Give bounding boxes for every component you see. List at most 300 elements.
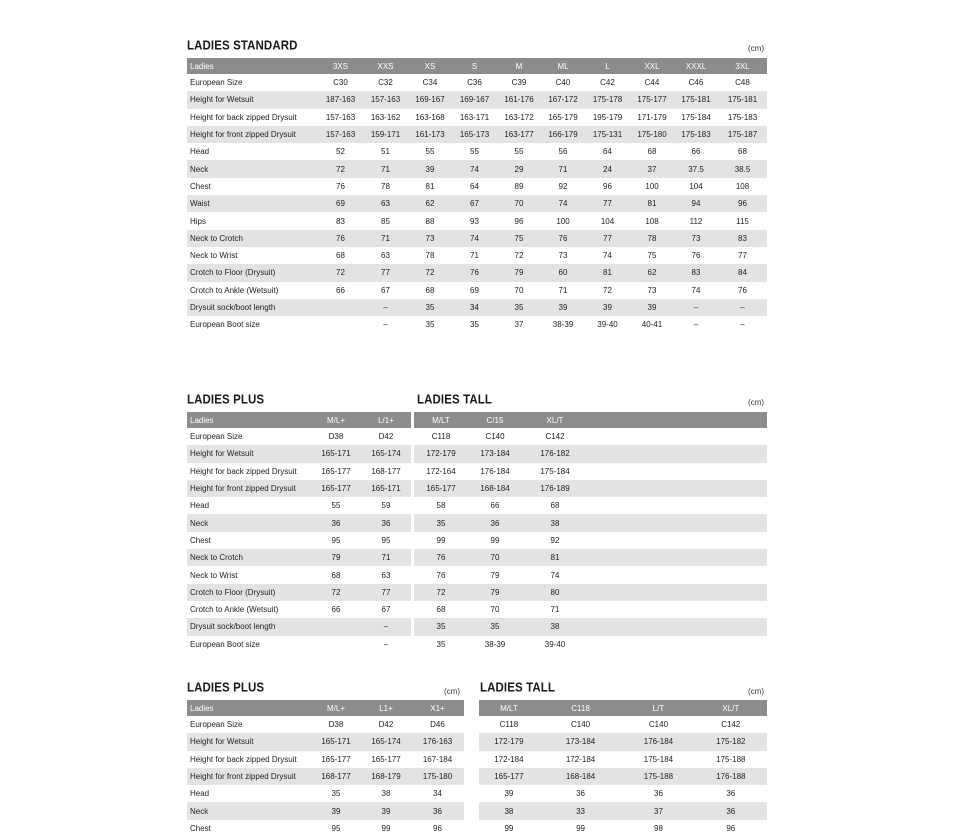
table-cell: 175-184 [643, 754, 674, 764]
row-label: Height for front zipped Drysuit [187, 126, 318, 143]
table-cell: 176-163 [411, 733, 464, 750]
table-cell: 99 [490, 535, 500, 545]
table-cell: 85 [381, 216, 390, 226]
table-cell: 66 [336, 285, 345, 295]
table-cell: 163-172 [504, 112, 534, 122]
table-cell: 165-171 [311, 733, 361, 750]
column-header: 3XS [318, 58, 363, 74]
table-cell: D42 [378, 432, 394, 442]
table-cell: 83 [718, 230, 767, 247]
row-label: Crotch to Floor (Drysuit) [187, 264, 318, 281]
table-cell: 89 [514, 181, 524, 191]
table-row [414, 618, 767, 635]
table-cell: 58 [436, 501, 446, 511]
table-row [187, 601, 411, 618]
table-row [414, 514, 767, 531]
table-cell: 62 [408, 195, 452, 212]
table-cell: D38 [328, 432, 344, 442]
column-header: L/T [622, 700, 694, 716]
table-row [187, 212, 767, 229]
table-cell: 161-176 [497, 91, 541, 108]
table-cell [588, 636, 767, 653]
row-label: Drysuit sock/boot length [187, 299, 318, 316]
table-cell: 39 [311, 802, 361, 819]
row-label: Chest [190, 823, 211, 833]
table-cell: 175-183 [727, 112, 758, 122]
table-header-row [414, 412, 767, 428]
table-cell: 78 [381, 181, 390, 191]
row-label: European Boot size [190, 320, 260, 330]
table-cell: 95 [331, 823, 341, 833]
column-header: M/L+ [311, 700, 361, 716]
table-row [187, 463, 411, 480]
table-cell: 72 [603, 285, 612, 295]
row-label: Neck [187, 160, 318, 177]
table-cell: 168-177 [371, 466, 401, 476]
table-cell [588, 532, 767, 549]
table-cell: 68 [331, 570, 341, 580]
table-cell: 74 [550, 570, 560, 580]
table-cell: 71 [363, 160, 408, 177]
table-cell: 76 [414, 549, 468, 566]
table-cell: 73 [558, 251, 568, 261]
table-cell: 68 [647, 147, 657, 157]
table-row [414, 463, 767, 480]
table-cell: 40-41 [641, 320, 663, 330]
table-cell: 108 [645, 216, 659, 226]
table-cell: 59 [381, 501, 391, 511]
table-cell: 165-177 [414, 480, 468, 497]
table-cell: 104 [689, 181, 703, 191]
table-cell: 96 [514, 216, 524, 226]
table-cell: 172-179 [414, 445, 468, 462]
table-header-row [479, 700, 767, 716]
table-cell: 80 [522, 584, 588, 601]
table-cell: 168-184 [468, 480, 522, 497]
table-row [414, 584, 767, 601]
table-cell: – [383, 639, 389, 649]
table-cell: 169-167 [452, 91, 497, 108]
table-cell: 62 [630, 264, 674, 281]
row-label: Crotch to Ankle (Wetsuit) [190, 605, 279, 615]
table-cell: 55 [470, 147, 479, 157]
ladies-plus-table [187, 412, 411, 653]
table-cell: 74 [691, 285, 701, 295]
table-cell: 96 [433, 823, 442, 833]
table-cell: 166-179 [541, 126, 585, 143]
table-cell: D46 [430, 720, 445, 730]
table-cell: 78 [630, 230, 674, 247]
column-header: Ladies [187, 700, 311, 716]
table-cell: 77 [738, 251, 747, 261]
table-cell: 36 [654, 789, 663, 799]
row-label: Drysuit sock/boot length [187, 618, 311, 635]
table-cell: 104 [600, 216, 615, 226]
table-cell: 96 [726, 823, 736, 833]
table-cell [588, 601, 767, 618]
table-cell: 66 [331, 605, 341, 615]
row-label: Crotch to Floor (Drysuit) [187, 584, 311, 601]
table-cell: 175-187 [718, 126, 767, 143]
table-cell: 71 [558, 285, 568, 295]
table-cell: – [718, 299, 767, 316]
table-cell: 60 [541, 264, 585, 281]
table-cell: 165-173 [452, 126, 497, 143]
table-cell: C142 [545, 432, 565, 442]
table-cell: 67 [381, 605, 391, 615]
table-cell: 38-39 [552, 320, 574, 330]
table-row [187, 532, 411, 549]
table-row [414, 549, 767, 566]
table-row [187, 299, 767, 316]
table-cell: 74 [541, 195, 585, 212]
table-cell: 73 [674, 230, 718, 247]
table-cell: C44 [644, 78, 660, 88]
table-row [187, 802, 464, 819]
ladies-tall-title: LADIES TALL [417, 393, 492, 407]
row-label: Head [190, 147, 210, 157]
table-cell: 72 [318, 160, 363, 177]
table-cell: 70 [490, 605, 500, 615]
table-cell: C34 [422, 78, 438, 88]
table-cell: 96 [718, 195, 767, 212]
table-cell: 75 [497, 230, 541, 247]
table-cell: 64 [470, 181, 479, 191]
table-cell: 159-171 [363, 126, 408, 143]
table-cell: 55 [514, 147, 524, 157]
tall-unit-label: (cm) [748, 398, 764, 407]
table-cell: 39 [630, 299, 674, 316]
row-label: European Size [190, 720, 243, 730]
table-cell: 95 [381, 535, 391, 545]
table-cell: 112 [689, 216, 703, 226]
table-cell: 172-184 [565, 754, 596, 764]
column-header: Ladies [187, 58, 318, 74]
table-cell: 36 [468, 514, 522, 531]
column-header: XL/T [522, 412, 588, 428]
table-row [414, 428, 767, 445]
table-cell: 35 [408, 299, 452, 316]
table-cell: 35 [468, 618, 522, 635]
table-cell [588, 480, 767, 497]
table-row [187, 584, 411, 601]
row-label: European Boot size [190, 639, 260, 649]
table-row [187, 716, 464, 733]
table-cell: 76 [336, 181, 345, 191]
table-cell: 84 [718, 264, 767, 281]
table-cell: 175-188 [622, 768, 694, 785]
table-cell: 38-39 [484, 639, 506, 649]
table-cell: 73 [408, 230, 452, 247]
table-cell: 173-184 [539, 733, 622, 750]
column-header: ML [541, 58, 585, 74]
table-cell: 64 [603, 147, 612, 157]
table-cell: 176-182 [522, 445, 588, 462]
table-cell: 98 [654, 823, 663, 833]
table-cell: 38 [522, 514, 588, 531]
column-header: XS [408, 58, 452, 74]
table-cell: – [363, 299, 408, 316]
table-cell [311, 618, 361, 635]
column-header: M/LT [479, 700, 539, 716]
table-cell: 175-184 [681, 112, 711, 122]
table-cell: C39 [511, 78, 527, 88]
table-cell: 99 [504, 823, 514, 833]
table-cell: 172-179 [479, 733, 539, 750]
table-cell: 39-40 [544, 639, 566, 649]
table-row [479, 820, 767, 837]
table-cell: 71 [361, 549, 411, 566]
table-row [479, 716, 767, 733]
table-row [187, 445, 411, 462]
table-cell: 72 [514, 251, 524, 261]
table-row [187, 549, 411, 566]
table-cell: 76 [691, 251, 701, 261]
table-cell: – [740, 320, 745, 330]
column-header: M [497, 58, 541, 74]
table-row [187, 497, 411, 514]
table-cell: 35 [414, 514, 468, 531]
table-header-row [187, 412, 411, 428]
table-cell: 77 [363, 264, 408, 281]
table-cell: 77 [361, 584, 411, 601]
row-label: Height for Wetsuit [187, 91, 318, 108]
table-cell: 36 [361, 514, 411, 531]
table-cell: D42 [378, 720, 394, 730]
table-cell: 39 [504, 789, 514, 799]
table-cell: 69 [318, 195, 363, 212]
table-row [187, 264, 767, 281]
table-row [187, 428, 411, 445]
table-cell: 175-183 [674, 126, 718, 143]
column-header: X1+ [411, 700, 464, 716]
table-cell: 175-180 [411, 768, 464, 785]
table-cell: C36 [467, 78, 482, 88]
table-cell: 37 [630, 160, 674, 177]
tall-2-unit-label: (cm) [748, 687, 764, 696]
column-header: L [585, 58, 630, 74]
table-cell: 39-40 [597, 320, 618, 330]
table-cell: 74 [452, 230, 497, 247]
table-cell: 35 [470, 320, 479, 330]
table-cell: 72 [414, 584, 468, 601]
table-cell: 175-177 [630, 91, 674, 108]
table-row [187, 195, 767, 212]
row-label: Waist [187, 195, 318, 212]
table-cell: 93 [470, 216, 479, 226]
table-row [187, 820, 464, 837]
ladies-tall-table [414, 412, 767, 653]
table-row [187, 230, 767, 247]
table-cell: 173-184 [468, 445, 522, 462]
table-cell: 72 [408, 264, 452, 281]
table-cell: 165-177 [321, 466, 351, 476]
ladies-standard-title: LADIES STANDARD [187, 39, 298, 53]
table-row [187, 178, 767, 195]
table-cell: 165-179 [548, 112, 578, 122]
table-cell [588, 445, 767, 462]
row-label: Hips [190, 216, 207, 226]
ladies-standard-table [187, 58, 767, 333]
table-cell: C118 [499, 720, 519, 730]
table-cell: 35 [436, 639, 446, 649]
row-label: Height for back zipped Drysuit [190, 112, 297, 122]
table-cell: 76 [318, 230, 363, 247]
table-cell: 35 [497, 299, 541, 316]
row-label: Neck to Wrist [190, 251, 238, 261]
table-cell: 115 [736, 216, 749, 226]
ladies-plus-2-table [187, 700, 464, 837]
table-cell: 38 [479, 802, 539, 819]
column-header [588, 412, 767, 428]
row-label: Height for Wetsuit [187, 733, 311, 750]
table-cell: 100 [645, 181, 659, 191]
row-label: Neck to Crotch [187, 549, 311, 566]
table-cell: 92 [550, 535, 560, 545]
row-label: Head [190, 501, 210, 511]
table-row [187, 785, 464, 802]
table-row [479, 751, 767, 768]
table-header-row [187, 58, 767, 74]
table-cell: 163-177 [497, 126, 541, 143]
table-row [479, 785, 767, 802]
table-cell: C140 [648, 720, 669, 730]
table-cell: 175-184 [540, 466, 570, 476]
row-label: Head [190, 789, 210, 799]
table-cell: 79 [468, 584, 522, 601]
table-cell: 71 [363, 230, 408, 247]
table-cell: 175-181 [674, 91, 718, 108]
table-cell: 176-188 [695, 768, 767, 785]
table-cell: 175-181 [718, 91, 767, 108]
table-cell: 75 [647, 251, 657, 261]
row-label: Neck [187, 802, 311, 819]
column-header: XL/T [695, 700, 767, 716]
table-cell: 99 [576, 823, 585, 833]
table-cell: 70 [514, 285, 524, 295]
table-cell: 38 [381, 789, 391, 799]
table-cell: C32 [378, 78, 393, 88]
table-cell: 88 [425, 216, 435, 226]
table-cell: 195-179 [592, 112, 623, 122]
table-cell: 51 [381, 147, 390, 157]
table-cell: C42 [600, 78, 615, 88]
table-cell: 69 [470, 285, 479, 295]
table-cell: 99 [436, 535, 446, 545]
table-cell: 24 [585, 160, 630, 177]
table-cell: 108 [735, 181, 750, 191]
table-cell: 74 [603, 251, 612, 261]
table-cell: 70 [468, 549, 522, 566]
table-cell: 92 [558, 181, 568, 191]
table-cell: 165-177 [311, 480, 361, 497]
table-cell: 176-184 [480, 466, 510, 476]
table-cell: 168-177 [311, 768, 361, 785]
table-cell: 76 [541, 230, 585, 247]
row-label: European Size [190, 432, 243, 442]
table-row [187, 733, 464, 750]
table-cell: 168-179 [361, 768, 411, 785]
table-cell: 66 [490, 501, 500, 511]
table-cell: 165-174 [361, 733, 411, 750]
row-label: Chest [190, 181, 211, 191]
table-row [187, 109, 767, 126]
row-label: Chest [190, 535, 211, 545]
table-cell: 165-177 [371, 754, 401, 764]
table-cell: 163-171 [459, 112, 490, 122]
table-cell: 37.5 [674, 160, 718, 177]
table-header-row [187, 700, 464, 716]
table-cell [588, 428, 767, 445]
table-cell [588, 514, 767, 531]
table-cell: 36 [311, 514, 361, 531]
table-cell: 163-168 [415, 112, 445, 122]
table-cell: 99 [381, 823, 391, 833]
column-header: XXXL [674, 58, 718, 74]
table-row [187, 514, 411, 531]
table-cell: 81 [425, 181, 435, 191]
table-cell: 175-182 [695, 733, 767, 750]
table-cell: 77 [585, 230, 630, 247]
table-cell: 167-172 [541, 91, 585, 108]
table-cell: 176-184 [622, 733, 694, 750]
table-cell: 36 [695, 802, 767, 819]
table-cell: C140 [570, 720, 591, 730]
table-cell: 36 [726, 789, 736, 799]
table-row [414, 497, 767, 514]
table-cell: 67 [452, 195, 497, 212]
table-cell: 79 [490, 570, 500, 580]
column-header: L/1+ [361, 412, 411, 428]
table-cell: 37 [514, 320, 524, 330]
table-cell: 67 [381, 285, 390, 295]
table-cell: 163-162 [370, 112, 401, 122]
table-cell: – [383, 320, 388, 330]
table-cell: C48 [735, 78, 750, 88]
table-row [479, 733, 767, 750]
table-cell: 63 [381, 570, 391, 580]
table-cell [318, 316, 363, 333]
table-cell: 167-184 [422, 754, 453, 764]
table-cell: 52 [336, 147, 345, 157]
table-cell: 79 [497, 264, 541, 281]
table-cell: 175-188 [716, 754, 746, 764]
table-cell: – [674, 299, 718, 316]
table-cell: 72 [318, 264, 363, 281]
table-cell: 37 [622, 802, 694, 819]
table-cell: C40 [555, 78, 571, 88]
table-cell: 157-163 [363, 91, 408, 108]
table-cell: 175-180 [630, 126, 674, 143]
table-cell [318, 299, 363, 316]
column-header: S [452, 58, 497, 74]
table-cell: 35 [425, 320, 435, 330]
table-cell: 70 [497, 195, 541, 212]
table-cell: 157-163 [318, 126, 363, 143]
table-cell: 36 [411, 802, 464, 819]
table-cell: 171-179 [637, 112, 667, 122]
table-cell: 68 [336, 251, 345, 261]
table-cell: 172-184 [494, 754, 524, 764]
table-cell: 39 [541, 299, 585, 316]
table-cell: 94 [674, 195, 718, 212]
table-cell: 81 [630, 195, 674, 212]
table-row [187, 316, 767, 333]
table-cell: 71 [550, 605, 560, 615]
table-cell: 77 [585, 195, 630, 212]
table-cell: 83 [336, 216, 345, 226]
table-cell: 161-173 [408, 126, 452, 143]
